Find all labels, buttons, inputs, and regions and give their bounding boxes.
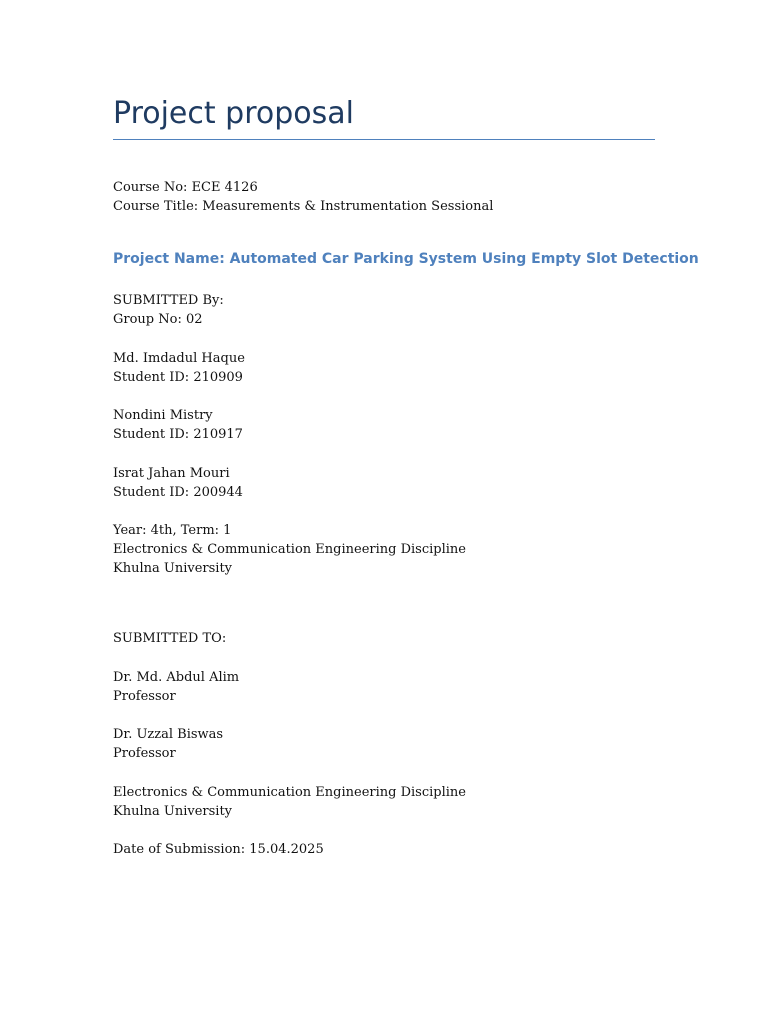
member-student-id: Student ID: 210917 bbox=[113, 427, 243, 442]
title-underline bbox=[113, 139, 655, 140]
member-name: Israt Jahan Mouri bbox=[113, 466, 230, 481]
supervisor-designation: Professor bbox=[113, 689, 176, 704]
discipline: Electronics & Communication Engineering Discipline bbox=[113, 785, 466, 800]
course-title: Course Title: Measurements & Instrumentation Sessional bbox=[113, 199, 494, 214]
submitted-to-header bbox=[113, 629, 226, 648]
submitted-to-label: SUBMITTED TO: bbox=[113, 631, 227, 646]
supervisor-name: Dr. Md. Abdul Alim bbox=[113, 670, 240, 685]
supervisor-designation: Professor bbox=[113, 746, 176, 761]
recipient-affiliation bbox=[113, 783, 466, 821]
project-name-heading: Project Name: Automated Car Parking System Using Empty Slot Detection bbox=[113, 251, 699, 267]
submission-date bbox=[113, 840, 324, 859]
course-info bbox=[113, 178, 493, 216]
member-entry bbox=[113, 349, 245, 387]
submitted-by-label: SUBMITTED By: bbox=[113, 293, 224, 308]
member-entry bbox=[113, 406, 243, 444]
supervisor-name: Dr. Uzzal Biswas bbox=[113, 727, 224, 742]
supervisor-entry bbox=[113, 668, 239, 706]
supervisor-entry bbox=[113, 725, 223, 763]
member-name: Md. Imdadul Haque bbox=[113, 351, 245, 366]
year-term: Year: 4th, Term: 1 bbox=[113, 523, 232, 538]
submitted-by-header bbox=[113, 291, 224, 329]
date-of-submission: Date of Submission: 15.04.2025 bbox=[113, 842, 324, 857]
member-student-id: Student ID: 200944 bbox=[113, 485, 243, 500]
document-title: Project proposal bbox=[113, 96, 354, 131]
member-student-id: Student ID: 210909 bbox=[113, 370, 243, 385]
discipline: Electronics & Communication Engineering Discipline bbox=[113, 542, 466, 557]
group-number: Group No: 02 bbox=[113, 312, 203, 327]
course-number: Course No: ECE 4126 bbox=[113, 180, 258, 195]
member-entry bbox=[113, 464, 243, 502]
university: Khulna University bbox=[113, 561, 233, 576]
member-name: Nondini Mistry bbox=[113, 408, 213, 423]
university: Khulna University bbox=[113, 804, 233, 819]
submitter-affiliation bbox=[113, 521, 466, 578]
